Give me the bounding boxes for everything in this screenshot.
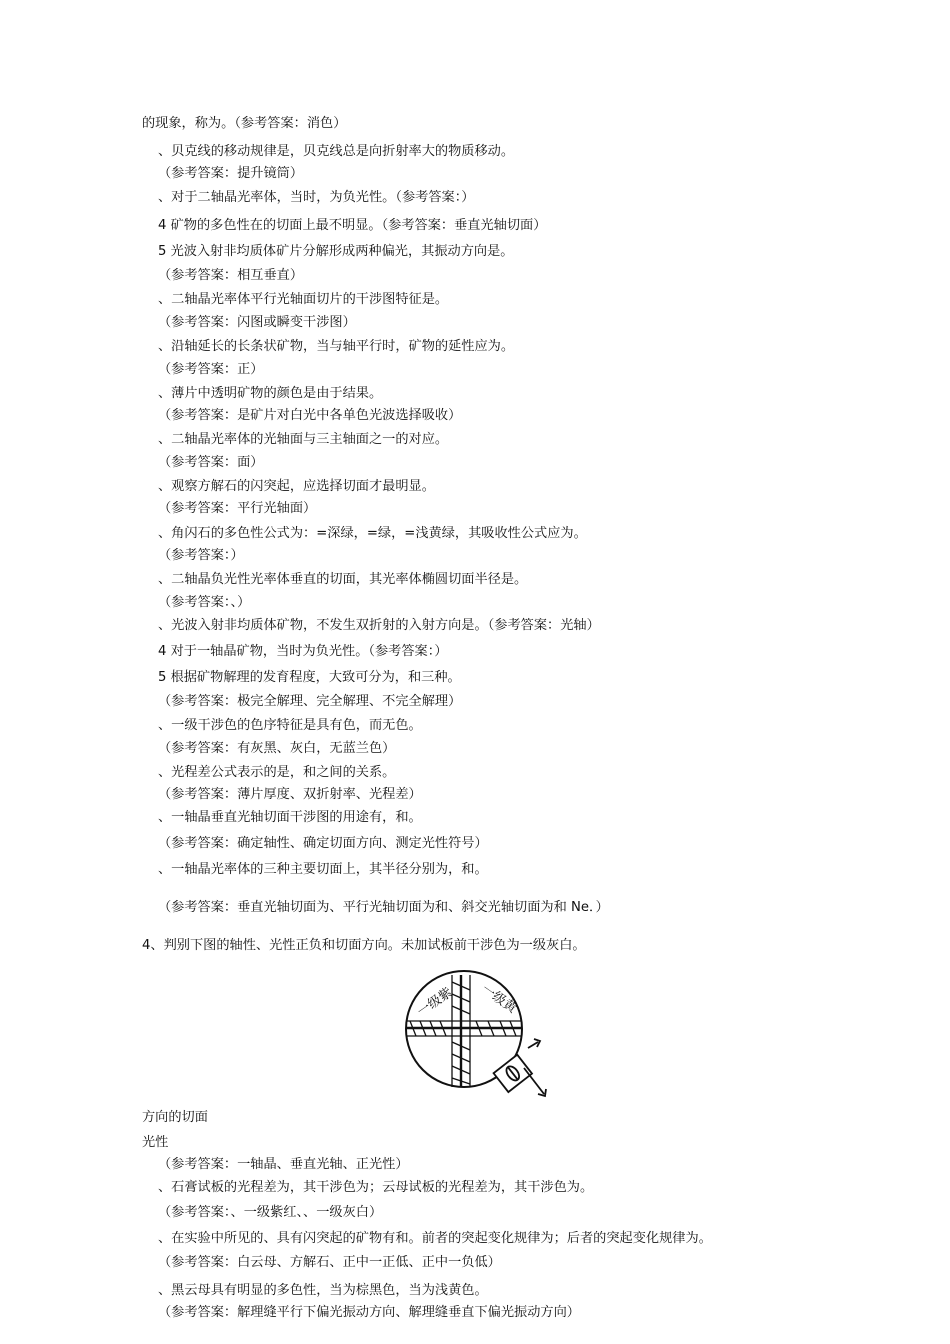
text-line: 、一级干涉色的色序特征是具有色，而无色。 <box>158 718 422 733</box>
text-line: 、二轴晶负光性光率体垂直的切面，其光率体椭圆切面半径是。 <box>158 572 528 587</box>
text-line: （参考答案：解理缝平行下偏光振动方向、解理缝垂直下偏光振动方向） <box>158 1305 580 1320</box>
text-line: （参考答案：一轴晶、垂直光轴、正光性） <box>158 1157 409 1172</box>
interference-figure <box>400 970 552 1102</box>
text-line: （参考答案：） <box>158 548 244 563</box>
text-line: （参考答案：垂直光轴切面为、平行光轴切面为和、斜交光轴切面为和 Ne．） <box>158 900 609 915</box>
text-line: 、黑云母具有明显的多色性，当为棕黑色，当为浅黄色。 <box>158 1283 488 1298</box>
text-line: （参考答案：是矿片对白光中各单色光波选择吸收） <box>158 408 462 423</box>
text-line: （参考答案：有灰黑、灰白，无蓝兰色） <box>158 741 396 756</box>
text-line: （参考答案：、） <box>158 595 251 610</box>
text-line: 、光波入射非均质体矿物，不发生双折射的入射方向是。（参考答案：光轴） <box>158 618 600 633</box>
text-line: 光性 <box>142 1135 169 1150</box>
label-first-order-yellow: 一级黄 <box>478 981 520 1017</box>
text-line: 5 光波入射非均质体矿片分解形成两种偏光，其振动方向是。 <box>158 244 514 259</box>
text-line: 方向的切面 <box>142 1110 208 1125</box>
text-line: 、对于二轴晶光率体，当时，为负光性。（参考答案：） <box>158 190 475 205</box>
text-line: （参考答案：相互垂直） <box>158 268 304 283</box>
text-line: （参考答案：薄片厚度、双折射率、光程差） <box>158 787 422 802</box>
text-line: （参考答案：、一级紫红、、一级灰白） <box>158 1205 383 1220</box>
text-line: （参考答案：正） <box>158 362 264 377</box>
text-line: 、二轴晶光率体平行光轴面切片的干涉图特征是。 <box>158 292 449 307</box>
text-line: 、二轴晶光率体的光轴面与三主轴面之一的对应。 <box>158 432 449 447</box>
text-line: （参考答案：面） <box>158 455 264 470</box>
label-first-order-purple: 一级紫 <box>414 985 456 1020</box>
text-line: （参考答案：确定轴性、确定切面方向、测定光性符号） <box>158 836 488 851</box>
text-line: 的现象，称为。（参考答案：消色） <box>142 116 347 131</box>
text-line: （参考答案：闪图或瞬变干涉图） <box>158 315 356 330</box>
text-line: 、石膏试板的光程差为，其干涉色为；云母试板的光程差为，其干涉色为。 <box>158 1180 594 1195</box>
text-line: 4、判别下图的轴性、光性正负和切面方向。未加试板前干涉色为一级灰白。 <box>142 938 586 953</box>
text-line: 、观察方解石的闪突起，应选择切面才最明显。 <box>158 479 435 494</box>
text-line: （参考答案：极完全解理、完全解理、不完全解理） <box>158 694 462 709</box>
text-line: 、沿轴延长的长条状矿物，当与轴平行时，矿物的延性应为。 <box>158 339 515 354</box>
text-line: 5 根据矿物解理的发育程度，大致可分为，和三种。 <box>158 670 461 685</box>
text-line: 4 矿物的多色性在的切面上最不明显。（参考答案：垂直光轴切面） <box>158 218 547 233</box>
text-line: 、一轴晶光率体的三种主要切面上，其半径分别为，和。 <box>158 862 488 877</box>
text-line: 4 对于一轴晶矿物，当时为负光性。（参考答案：） <box>158 644 448 659</box>
text-line: 、光程差公式表示的是，和之间的关系。 <box>158 765 396 780</box>
text-line: 、贝克线的移动规律是，贝克线总是向折射率大的物质移动。 <box>158 144 515 159</box>
text-line: （参考答案：白云母、方解石、正中一正低、正中一负低） <box>158 1255 501 1270</box>
text-line: 、薄片中透明矿物的颜色是由于结果。 <box>158 386 383 401</box>
text-line: （参考答案：平行光轴面） <box>158 501 317 516</box>
text-line: 、一轴晶垂直光轴切面干涉图的用途有，和。 <box>158 810 422 825</box>
text-line: 、在实验中所见的、具有闪突起的矿物有和。前者的突起变化规律为；后者的突起变化规律为。 <box>158 1231 712 1246</box>
text-line: （参考答案：提升镜筒） <box>158 166 304 181</box>
text-line: 、角闪石的多色性公式为：=深绿，=绿，=浅黄绿，其吸收性公式应为。 <box>158 526 587 541</box>
